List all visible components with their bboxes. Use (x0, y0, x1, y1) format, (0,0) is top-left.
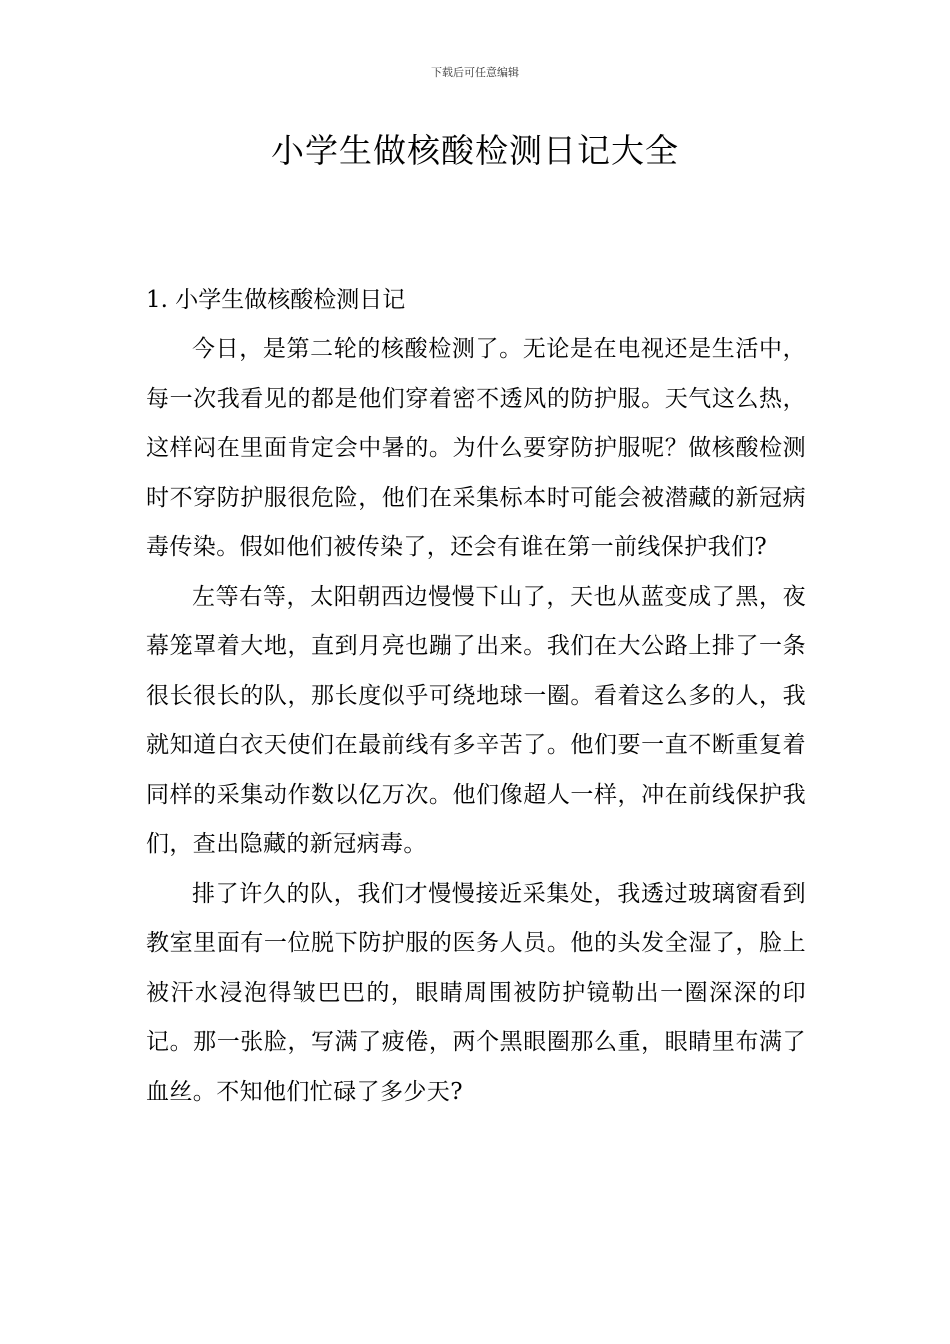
paragraph-1: 今日，是第二轮的核酸检测了。无论是在电视还是生活中，每一次我看见的都是他们穿着密不透风的防护服。天气这么热，这样闷在里面肯定会中暑的。为什么要穿防护服呢？做核酸检测时不穿防护服很危险，他们在采集标本时可能会被潜藏的新冠病毒传染。假如他们被传染了，还会有谁在第一前线保护我们? (146, 336, 806, 560)
document-title: 小学生做核酸检测日记大全 (271, 131, 679, 170)
paragraph-2: 左等右等，太阳朝西边慢慢下山了，天也从蓝变成了黑，夜幕笼罩着大地，直到月亮也蹦了出来。我们在大公路上排了一条很长很长的队，那长度似乎可绕地球一圈。看着这么多的人，我就知道白衣天使们在最前线有多辛苦了。他们要一直不断重复着同样的采集动作数以亿万次。他们像超人一样，冲在前线保护我们，查出隐藏的新冠病毒。 (146, 583, 806, 857)
section-heading: 1. 小学生做核酸检测日记 (146, 287, 406, 313)
paragraph-3: 排了许久的队，我们才慢慢接近采集处，我透过玻璃窗看到教室里面有一位脱下防护服的医务人员。他的头发全湿了，脸上被汗水浸泡得皱巴巴的，眼睛周围被防护镜勒出一圈深深的印记。那一张脸，写满了疲倦，两个黑眼圈那么重，眼睛里布满了血丝。不知他们忙碌了多少天? (146, 880, 806, 1105)
header-note: 下载后可任意编辑 (431, 66, 519, 79)
document-body (146, 276, 806, 1117)
